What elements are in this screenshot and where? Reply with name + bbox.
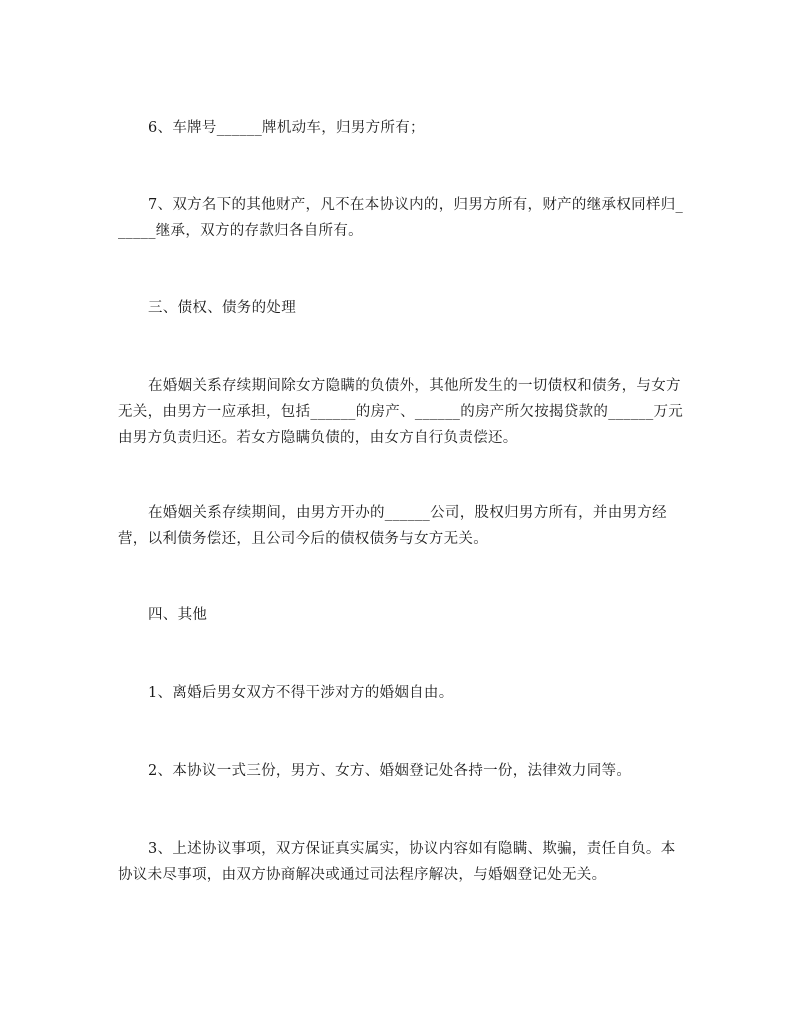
clause-other-property: 7、双方名下的其他财产，凡不在本协议内的，归男方所有，财产的继承权同样归______继承，双方的存款归各自所有。 — [118, 197, 684, 239]
clause-company: 在婚姻关系存续期间，由男方开办的______公司，股权归男方所有，并由男方经营，以利债务偿还，且公司今后的债权债务与女方无关。 — [118, 505, 667, 547]
clause-marriage-freedom: 1、离婚后男女双方不得干涉对方的婚姻自由。 — [148, 685, 454, 701]
section-heading-other: 四、其他 — [148, 607, 208, 623]
clause-vehicle: 6、车牌号______牌机动车，归男方所有； — [148, 120, 425, 136]
section-heading-debts: 三、债权、债务的处理 — [148, 300, 296, 316]
clause-copies: 2、本协议一式三份，男方、女方、婚姻登记处各持一份，法律效力同等。 — [148, 763, 632, 779]
clause-truthfulness: 3、上述协议事项，双方保证真实属实，协议内容如有隐瞒、欺骗，责任自负。本协议未尽事项，由双方协商解决或通过司法程序解决，与婚姻登记处无关。 — [118, 841, 676, 883]
clause-debt-responsibility: 在婚姻关系存续期间除女方隐瞒的负债外，其他所发生的一切债权和债务，与女方无关，由男方一应承担，包括______的房产、______的房产所欠按揭贷款的______万元由男方负责归还。若女方隐瞒负债的，由女方自行负责偿还。 — [118, 378, 684, 446]
